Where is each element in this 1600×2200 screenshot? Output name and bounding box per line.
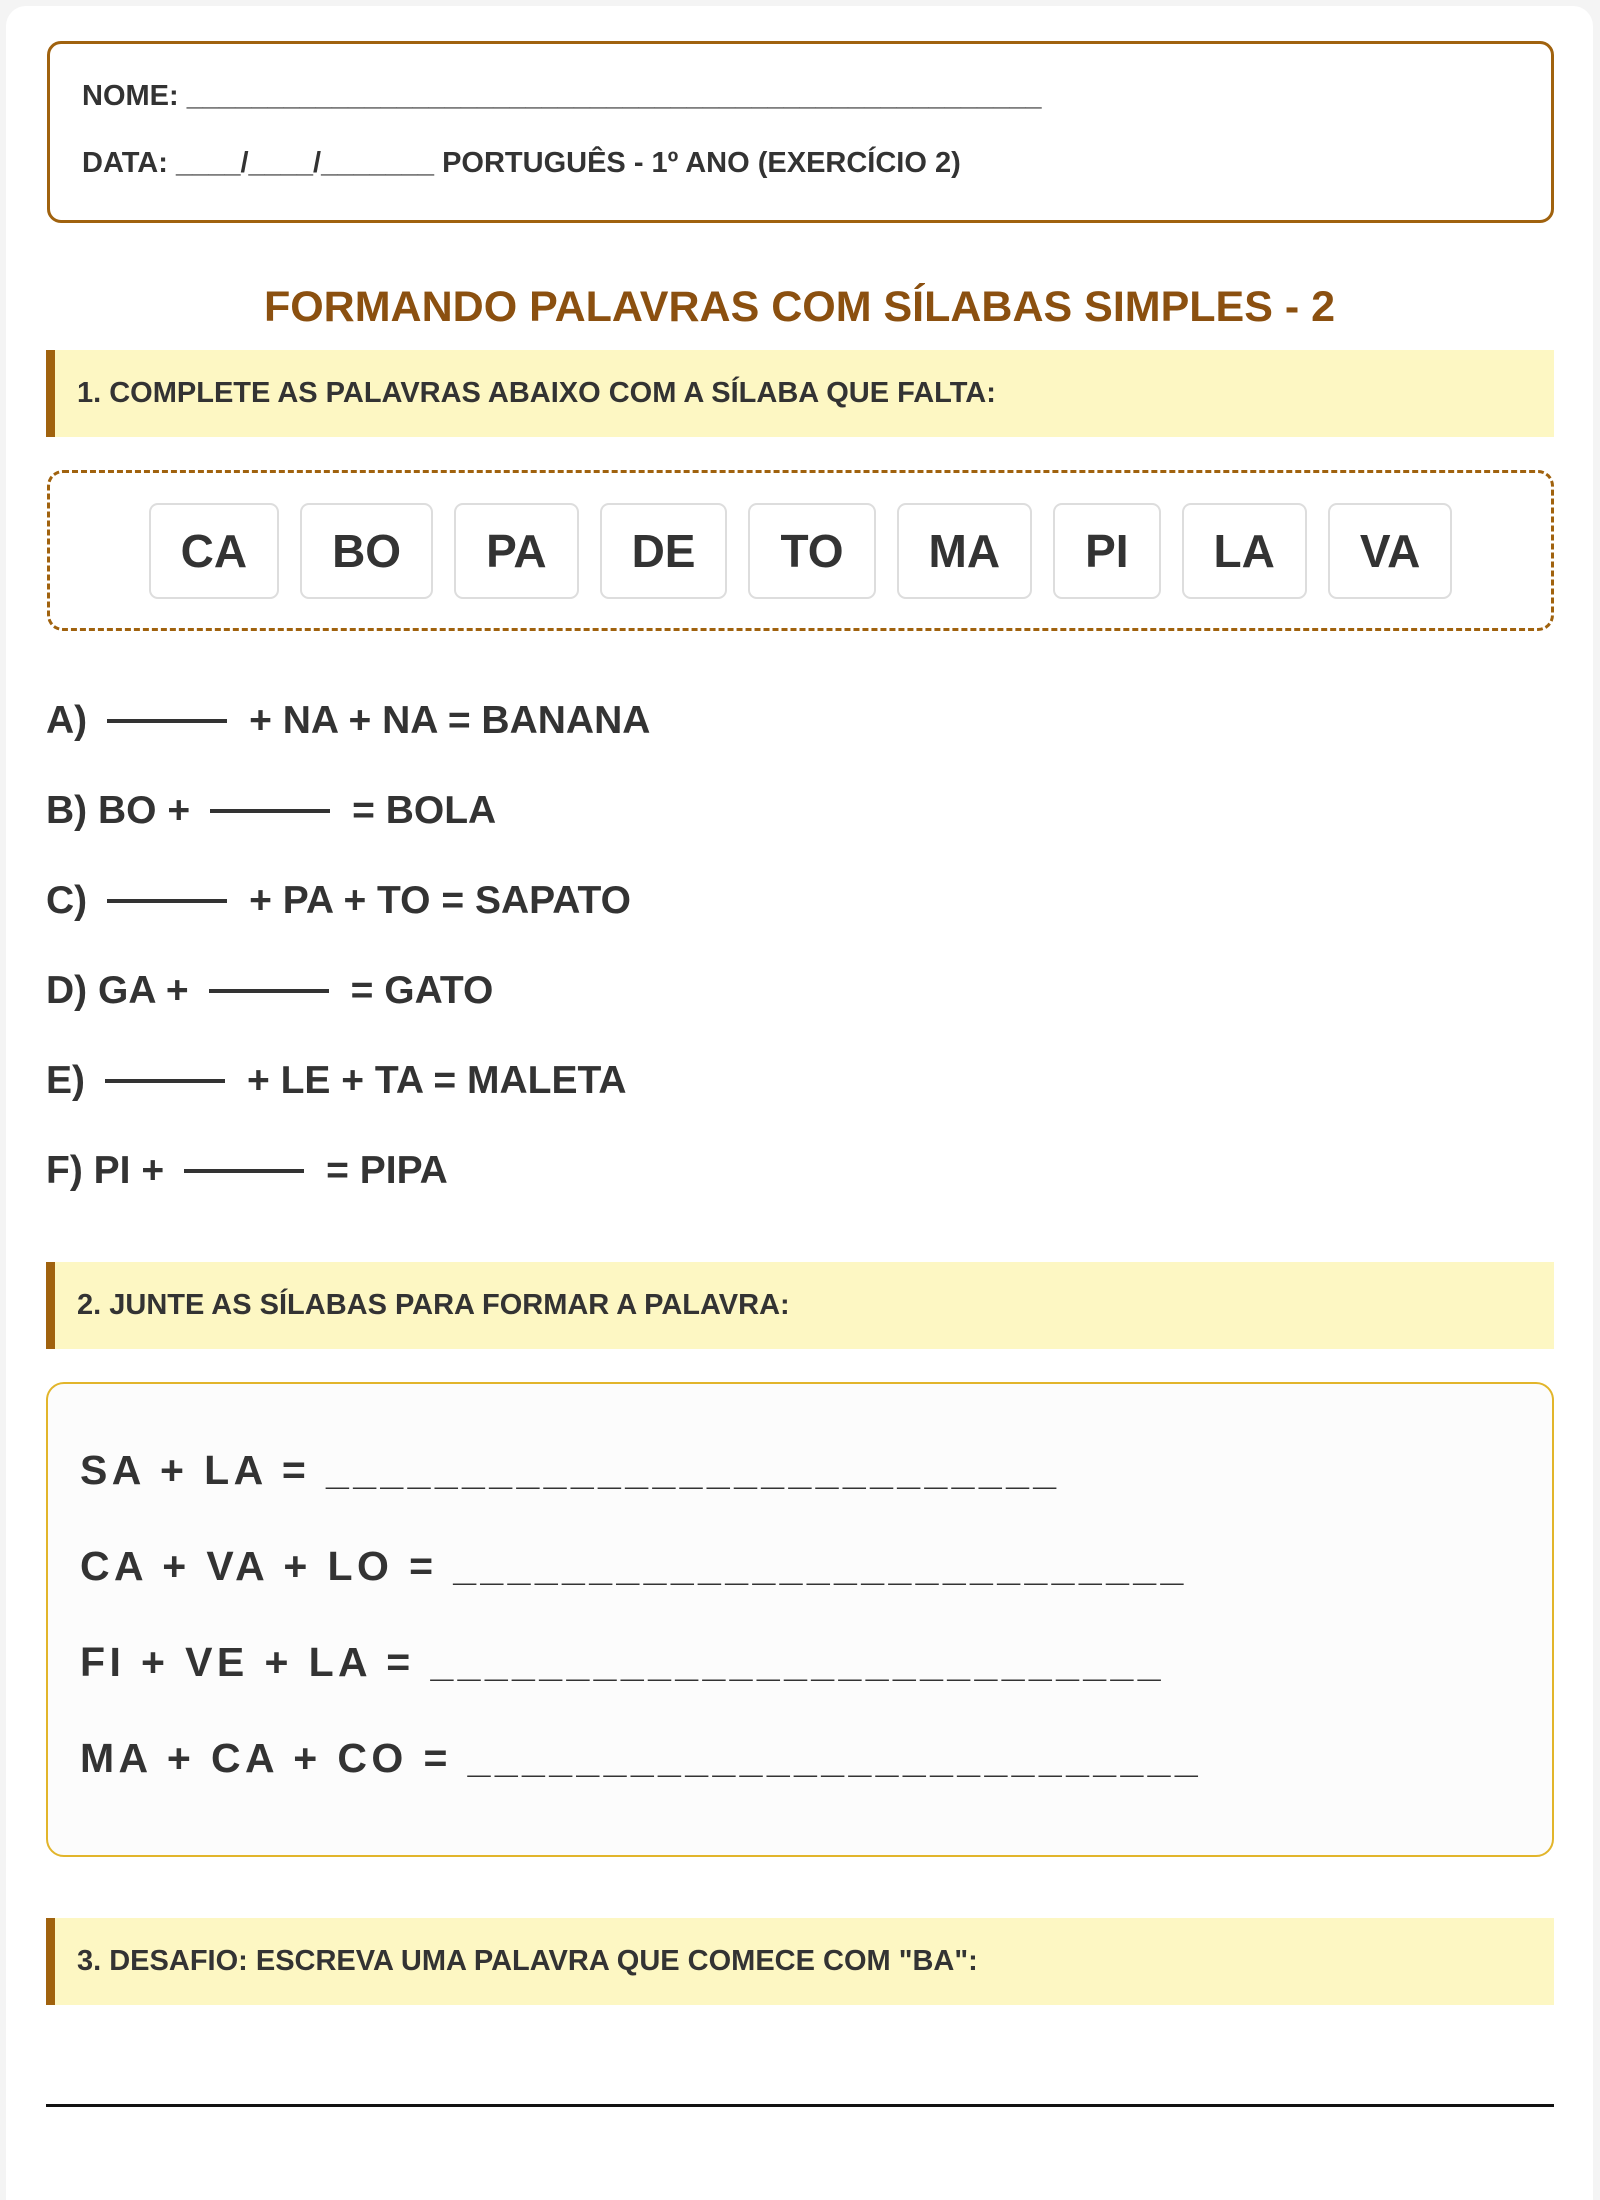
- name-field[interactable]: _____________________________________________________: [186, 80, 1042, 112]
- join-answer-blank[interactable]: ___________________________: [467, 1735, 1203, 1781]
- section-2-instruction: 2. JUNTE AS SÍLABAS PARA FORMAR A PALAVRA:: [77, 1289, 790, 1321]
- join-equation: SA + LA =: [80, 1447, 311, 1493]
- worksheet-title: FORMANDO PALAVRAS COM SÍLABAS SIMPLES - 2: [263, 283, 1336, 331]
- name-row: [82, 79, 1042, 113]
- syllable-tile[interactable]: MA: [897, 503, 1033, 599]
- exercise-equation: = BOLA: [352, 789, 497, 832]
- syllable-tile[interactable]: PI: [1053, 503, 1160, 599]
- join-answer-blank[interactable]: ___________________________: [326, 1447, 1061, 1493]
- join-item: [80, 1542, 1188, 1590]
- exercise-e: [46, 1056, 627, 1106]
- answer-blank[interactable]: [209, 989, 329, 993]
- syllable-tile[interactable]: LA: [1182, 503, 1307, 599]
- answer-blank[interactable]: [107, 899, 227, 903]
- exercise-equation: + PA + TO = SAPATO: [249, 879, 631, 922]
- exercise-d: [46, 966, 493, 1016]
- join-equation: MA + CA + CO =: [80, 1735, 452, 1781]
- exercise-equation: = GATO: [350, 969, 494, 1012]
- syllable-tile[interactable]: TO: [748, 503, 875, 599]
- exercise-equation: + NA + NA = BANANA: [249, 699, 651, 742]
- date-row: [82, 146, 961, 180]
- exercise-prefix: E): [46, 1059, 85, 1102]
- join-item: [80, 1638, 1165, 1686]
- syllable-tile[interactable]: DE: [600, 503, 728, 599]
- subject-label: PORTUGUÊS - 1º ANO (EXERCÍCIO 2): [442, 147, 961, 179]
- exercise-c: [46, 876, 631, 926]
- section-1-instruction: 1. COMPLETE AS PALAVRAS ABAIXO COM A SÍLABA QUE FALTA:: [77, 377, 996, 409]
- join-answer-blank[interactable]: ___________________________: [453, 1543, 1188, 1589]
- syllable-tile[interactable]: BO: [300, 503, 433, 599]
- join-equation: CA + VA + LO =: [80, 1543, 438, 1589]
- answer-blank[interactable]: [105, 1079, 225, 1083]
- syllable-bank: [47, 470, 1554, 631]
- section-3-header: [46, 1918, 1554, 2005]
- join-answer-blank[interactable]: ___________________________: [430, 1639, 1165, 1685]
- answer-blank[interactable]: [210, 809, 330, 813]
- syllable-tiles: [50, 503, 1551, 599]
- exercise-equation: = PIPA: [326, 1149, 448, 1192]
- exercise-f: [46, 1146, 448, 1196]
- date-label: DATA:: [82, 147, 168, 179]
- exercise-prefix: B) BO +: [46, 789, 191, 832]
- exercise-b: [46, 786, 496, 836]
- exercise-prefix: D) GA +: [46, 969, 189, 1012]
- exercise-a: [46, 696, 650, 746]
- name-label: NOME:: [82, 80, 179, 112]
- answer-blank[interactable]: [107, 719, 227, 723]
- student-info-box: [47, 41, 1554, 223]
- join-syllables-box: [46, 1382, 1554, 1857]
- join-item: [80, 1734, 1202, 1782]
- syllable-tile[interactable]: VA: [1328, 503, 1453, 599]
- exercise-equation: + LE + TA = MALETA: [247, 1059, 627, 1102]
- date-field[interactable]: ____/____/_______: [175, 147, 435, 179]
- answer-blank[interactable]: [184, 1169, 304, 1173]
- syllable-tile[interactable]: PA: [454, 503, 579, 599]
- worksheet-page: [6, 6, 1593, 2200]
- section-1-header: [46, 350, 1554, 437]
- challenge-answer-line[interactable]: [46, 2104, 1554, 2107]
- exercise-prefix: F) PI +: [46, 1149, 165, 1192]
- syllable-tile[interactable]: CA: [149, 503, 279, 599]
- exercise-prefix: C): [46, 879, 88, 922]
- join-item: [80, 1446, 1061, 1494]
- section-3-instruction: 3. DESAFIO: ESCREVA UMA PALAVRA QUE COMECE COM "BA":: [77, 1945, 978, 1977]
- section-2-header: [46, 1262, 1554, 1349]
- join-equation: FI + VE + LA =: [80, 1639, 415, 1685]
- exercise-prefix: A): [46, 699, 88, 742]
